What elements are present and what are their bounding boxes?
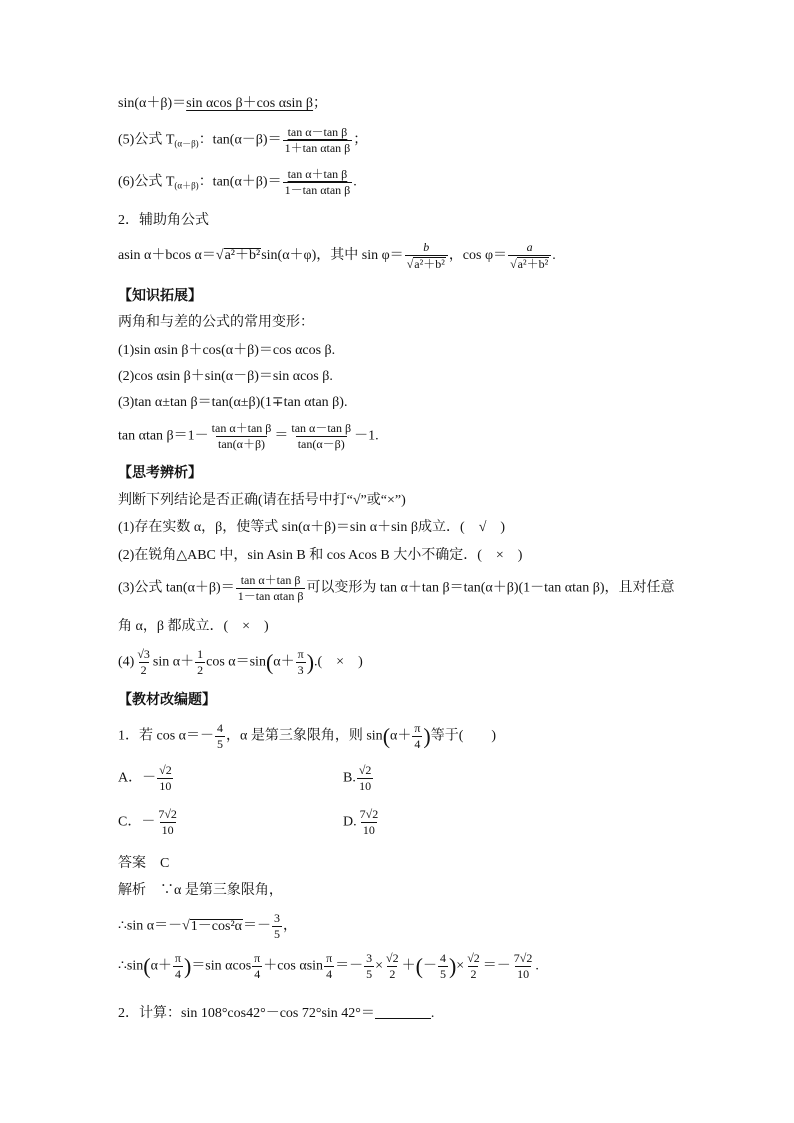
denominator: 10 [161, 823, 174, 837]
numerator: π [326, 951, 333, 965]
denominator: 4 [174, 967, 181, 981]
numerator: √2 [358, 763, 372, 777]
fraction [296, 648, 306, 677]
numerator: 3 [273, 911, 280, 925]
numerator: 4 [217, 721, 223, 735]
fraction [384, 952, 401, 981]
text: α＋ [150, 958, 172, 974]
fraction [508, 241, 551, 271]
text: 2．计算：sin 108°cos42°－cos 72°sin 42°＝ [118, 1006, 375, 1021]
text: － [422, 958, 437, 974]
numerator: 3 [366, 951, 373, 965]
fraction [324, 952, 334, 981]
sqrt: a²＋b² [224, 248, 261, 264]
text: ＝sin αcos [191, 958, 252, 974]
solution-step-1: ∴sin α＝－√1－cos²α＝－ $\frac{3}{5}$ ， [118, 911, 297, 941]
solution-step-2 [118, 952, 539, 981]
numerator: √2 [386, 951, 399, 965]
option-c[interactable] [118, 808, 180, 837]
text: ：tan(α－β)＝ [198, 132, 282, 148]
fraction [215, 722, 225, 751]
denominator: 5 [273, 927, 280, 941]
text: sin(α＋φ)，其中 sin φ＝ [261, 248, 404, 264]
paren: ) [423, 723, 431, 749]
numerator: 7√2 [359, 807, 379, 821]
fraction [236, 574, 306, 603]
sqrt: 1－cos²α [190, 918, 242, 934]
text: α＋ [273, 654, 295, 670]
answer-blank[interactable] [375, 1006, 431, 1019]
numerator: tan α－tan β [291, 421, 352, 435]
fraction [135, 648, 152, 677]
text: ＝－ [482, 958, 511, 974]
formula-sin-sum [118, 97, 327, 111]
option-d[interactable] [343, 808, 381, 837]
numerator: π [414, 721, 421, 735]
text: ＝－ [242, 918, 271, 934]
text: ，α 是第三象限角，则 sin [226, 728, 383, 744]
fraction [157, 764, 174, 793]
option-b[interactable] [343, 764, 374, 793]
formula-line: (3)tan α±tan β＝tan(α±β)(1∓tan αtan β). [118, 395, 348, 410]
question-2 [118, 1006, 434, 1021]
text: ， [282, 918, 297, 934]
text: cos α＝sin [206, 654, 266, 670]
text: －1. [354, 428, 379, 444]
numerator: tan α＋tan β [287, 167, 348, 181]
text: .( × ) [314, 654, 363, 670]
text: . [552, 248, 556, 264]
answer: 答案 C [118, 856, 170, 871]
fraction [289, 422, 353, 451]
fraction [512, 952, 535, 981]
denominator: 10 [517, 967, 530, 981]
option-label: A．－ [118, 770, 157, 786]
paragraph: 两角和与差的公式的常用变形： [118, 315, 314, 330]
heading-textbook: 【教材改编题】 [118, 693, 216, 708]
numerator: b [423, 240, 430, 254]
denominator: 10 [159, 779, 172, 793]
text: ：tan(α＋β)＝ [198, 174, 282, 190]
denominator: 2 [197, 663, 204, 677]
formula-tan-product [118, 422, 379, 451]
denominator: 1－tan αtan β [284, 183, 351, 197]
fraction [283, 126, 353, 155]
paren: ) [306, 649, 315, 675]
denominator: 2 [470, 967, 477, 981]
text: ∴sin α＝－ [118, 918, 183, 934]
denominator: 2 [140, 663, 147, 677]
numerator: 4 [439, 951, 446, 965]
numerator: π [297, 647, 304, 661]
numerator: √2 [467, 951, 480, 965]
formula-tan-sum [118, 168, 357, 197]
fraction [272, 912, 282, 941]
text: ＋cos αsin [263, 958, 324, 974]
text: (4) [118, 654, 135, 670]
text: 1．若 cos α＝－ [118, 728, 214, 744]
denominator: 5 [366, 967, 373, 981]
text: ＝－ [335, 958, 364, 974]
text: ＝ [274, 428, 289, 444]
text: (3)公式 tan(α＋β)＝ [118, 580, 235, 596]
text: 可以变形为 tan α＋tan β＝tan(α＋β)(1－tan αtan β)，且对任意 [306, 580, 675, 596]
numerator: π [174, 951, 181, 965]
numerator: π [254, 951, 261, 965]
question-1 [118, 722, 496, 751]
text: asin α＋bcos α＝ [118, 248, 216, 264]
subscript: (α－β) [174, 138, 199, 149]
text: (5)公式 T [118, 132, 175, 148]
formula-line: (1)sin αsin β＋cos(α＋β)＝cos αcos β. [118, 343, 336, 358]
denominator: 5 [439, 967, 446, 981]
denominator: tan(α－β) [297, 437, 345, 451]
option-label: B. [343, 770, 356, 786]
text: (6)公式 T [118, 174, 175, 190]
sqrt: a²＋b² [414, 257, 445, 271]
paren: ( [415, 953, 423, 979]
text: × [375, 958, 384, 974]
formula-aux-angle: asin α＋bcos α＝√a²＋b²sin(α＋φ)，其中 sin φ＝ $\frac{b}{\text{√a²＋b²}}$ ，cos φ＝ $\frac{a}{\text{√a²＋b²}}$ . [118, 240, 556, 271]
text: ； [353, 132, 368, 148]
statement-4 [118, 648, 363, 677]
numerator: tan α＋tan β [211, 421, 272, 435]
fraction [156, 808, 179, 837]
paren: ( [143, 953, 151, 979]
solution-intro: 解析 ∵α 是第三象限角， [118, 883, 283, 898]
numerator: 7√2 [513, 951, 533, 965]
numerator: a [526, 240, 533, 254]
text: α＋ [390, 728, 412, 744]
fraction [405, 241, 448, 271]
fraction [173, 952, 183, 981]
denominator: 1＋tan αtan β [284, 141, 351, 155]
denominator: 10 [359, 779, 372, 793]
fraction [252, 952, 262, 981]
numerator: √3 [137, 647, 150, 661]
text: ，cos φ＝ [448, 248, 508, 264]
denominator: √a²＋b² [405, 255, 448, 271]
denominator: 4 [254, 967, 261, 981]
fraction [364, 952, 374, 981]
text: . [535, 958, 539, 974]
numerator: tan α＋tan β [240, 573, 301, 587]
numerator: tan α－tan β [287, 125, 348, 139]
fraction [438, 952, 448, 981]
text: × [456, 958, 465, 974]
paren: ) [448, 953, 457, 979]
option-a[interactable] [118, 764, 175, 793]
paren: ( [382, 723, 391, 749]
paren: ( [265, 649, 274, 675]
statement-2: (2)在锐角△ABC 中，sin Asin B 和 cos Acos B 大小不确定．( × ) [118, 548, 523, 563]
heading-knowledge-ext: 【知识拓展】 [118, 289, 202, 304]
heading-think: 【思考辨析】 [118, 466, 202, 481]
statement-1: (1)存在实数 α，β，使等式 sin(α＋β)＝sin α＋sin β成立．( √ ) [118, 520, 506, 535]
section-heading: 2．辅助角公式 [118, 213, 209, 228]
text: ； [313, 96, 328, 111]
statement-3-cont: 角 α，β 都成立．( × ) [118, 619, 269, 634]
text: sin(α＋β)＝ [118, 96, 187, 111]
fraction [357, 764, 374, 793]
denominator: √a²＋b² [508, 255, 551, 271]
numerator: 1 [197, 647, 204, 661]
option-label: C．－ [118, 814, 156, 830]
denominator: 1－tan αtan β [237, 589, 304, 603]
denominator: 2 [389, 967, 396, 981]
paren: ) [183, 953, 192, 979]
text: ∴sin [118, 958, 144, 974]
subscript: (α＋β) [174, 180, 199, 191]
statement-3 [118, 574, 674, 603]
option-label: D. [343, 814, 357, 830]
denominator: 5 [217, 737, 223, 751]
formula-line: (2)cos αsin β＋sin(α－β)＝sin αcos β. [118, 369, 333, 384]
denominator: tan(α＋β) [218, 437, 266, 451]
formula-tan-diff [118, 126, 367, 155]
denominator: 10 [362, 823, 375, 837]
text: . [430, 1006, 435, 1021]
fraction [412, 722, 422, 751]
sqrt: a²＋b² [517, 257, 549, 271]
fraction [465, 952, 482, 981]
numerator: √2 [159, 763, 172, 777]
underlined-answer: sin αcos β＋cos αsin β [186, 96, 314, 111]
text: tan αtan β＝1－ [118, 428, 209, 444]
paragraph: 判断下列结论是否正确(请在括号中打“√”或“×”) [118, 493, 406, 508]
text: . [353, 174, 357, 190]
fraction [358, 808, 381, 837]
text: sin α＋ [152, 654, 195, 670]
denominator: 4 [414, 737, 421, 751]
denominator: 3 [297, 663, 304, 677]
fraction [210, 422, 274, 451]
denominator: 4 [326, 967, 333, 981]
text: ＋ [401, 958, 416, 974]
fraction [195, 648, 205, 677]
numerator: 7√2 [158, 807, 177, 821]
text: 等于( ) [430, 728, 497, 744]
fraction [283, 168, 353, 197]
